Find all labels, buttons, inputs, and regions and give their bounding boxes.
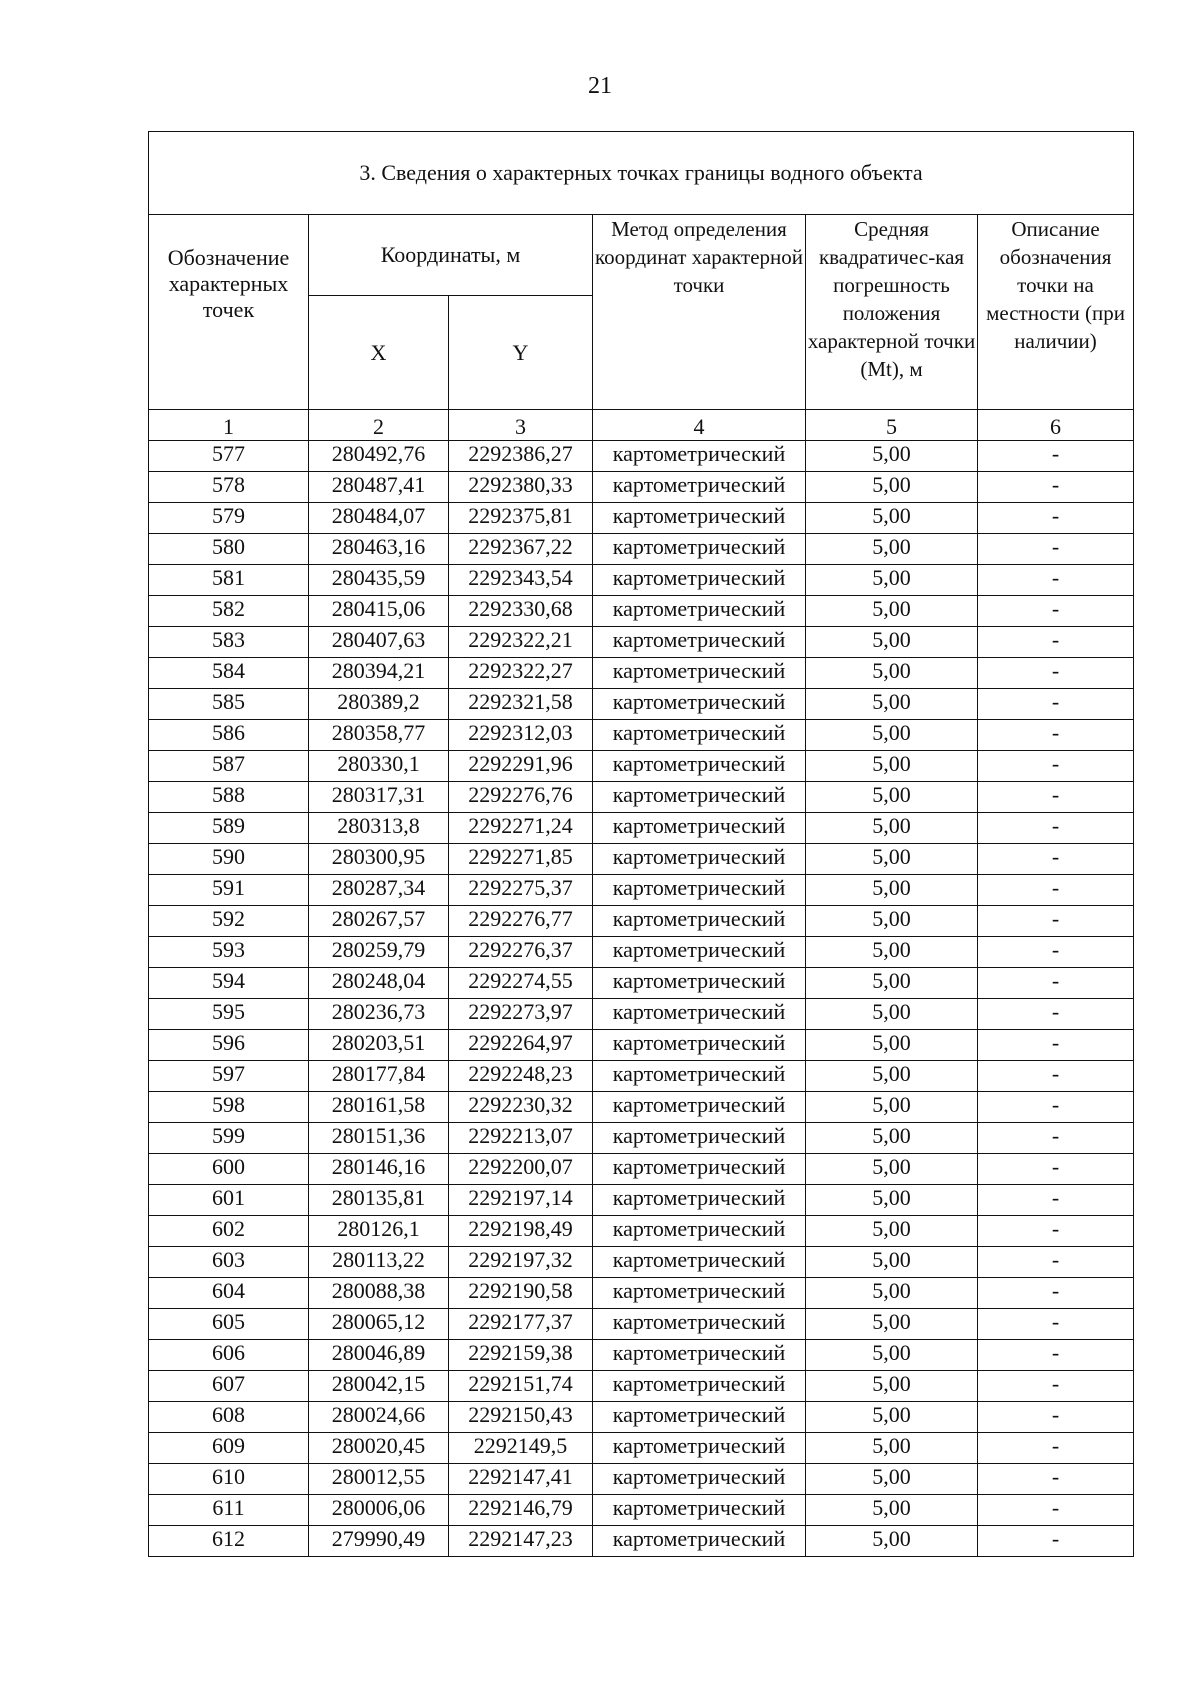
header-y: Y [449,296,593,410]
accuracy-cell: 5,00 [806,999,978,1030]
y-coordinate-cell: 2292150,43 [449,1402,593,1433]
method-cell: картометрический [593,1464,806,1495]
method-cell: картометрический [593,1526,806,1557]
point-number-cell: 601 [149,1185,309,1216]
table-row [149,844,1134,875]
x-coordinate-cell: 280126,1 [309,1216,449,1247]
accuracy-cell: 5,00 [806,1309,978,1340]
x-coordinate-cell: 279990,49 [309,1526,449,1557]
method-cell: картометрический [593,627,806,658]
table-row [149,1030,1134,1061]
table-row [149,1247,1134,1278]
description-cell: - [978,813,1134,844]
y-coordinate-cell: 2292197,32 [449,1247,593,1278]
point-number-cell: 577 [149,441,309,472]
y-coordinate-cell: 2292367,22 [449,534,593,565]
point-number-cell: 589 [149,813,309,844]
y-coordinate-cell: 2292190,58 [449,1278,593,1309]
description-cell: - [978,565,1134,596]
point-number-cell: 599 [149,1123,309,1154]
method-cell: картометрический [593,720,806,751]
header-description: Описание обозначения точки на местности (при наличии) [978,215,1134,410]
y-coordinate-cell: 2292343,54 [449,565,593,596]
accuracy-cell: 5,00 [806,1061,978,1092]
x-coordinate-cell: 280330,1 [309,751,449,782]
x-coordinate-cell: 280267,57 [309,906,449,937]
accuracy-cell: 5,00 [806,906,978,937]
y-coordinate-cell: 2292230,32 [449,1092,593,1123]
accuracy-cell: 5,00 [806,1185,978,1216]
table-row [149,441,1134,472]
table-row [149,1061,1134,1092]
table-row [149,875,1134,906]
description-cell: - [978,1526,1134,1557]
description-cell: - [978,1092,1134,1123]
method-cell: картометрический [593,1309,806,1340]
method-cell: картометрический [593,689,806,720]
description-cell: - [978,968,1134,999]
description-cell: - [978,1278,1134,1309]
table-row [149,1464,1134,1495]
accuracy-cell: 5,00 [806,627,978,658]
accuracy-cell: 5,00 [806,1464,978,1495]
y-coordinate-cell: 2292276,77 [449,906,593,937]
point-number-cell: 610 [149,1464,309,1495]
x-coordinate-cell: 280492,76 [309,441,449,472]
table-row [149,999,1134,1030]
method-cell: картометрический [593,1371,806,1402]
y-coordinate-cell: 2292312,03 [449,720,593,751]
description-cell: - [978,1154,1134,1185]
x-coordinate-cell: 280065,12 [309,1309,449,1340]
y-coordinate-cell: 2292274,55 [449,968,593,999]
header-coordinates: Координаты, м [309,215,593,296]
column-number: 6 [978,410,1134,441]
method-cell: картометрический [593,937,806,968]
x-coordinate-cell: 280024,66 [309,1402,449,1433]
y-coordinate-cell: 2292271,85 [449,844,593,875]
description-cell: - [978,999,1134,1030]
x-coordinate-cell: 280146,16 [309,1154,449,1185]
accuracy-cell: 5,00 [806,689,978,720]
accuracy-cell: 5,00 [806,751,978,782]
method-cell: картометрический [593,999,806,1030]
y-coordinate-cell: 2292276,37 [449,937,593,968]
description-cell: - [978,658,1134,689]
description-cell: - [978,782,1134,813]
accuracy-cell: 5,00 [806,534,978,565]
method-cell: картометрический [593,1030,806,1061]
accuracy-cell: 5,00 [806,1402,978,1433]
accuracy-cell: 5,00 [806,1092,978,1123]
accuracy-cell: 5,00 [806,1526,978,1557]
accuracy-cell: 5,00 [806,720,978,751]
x-coordinate-cell: 280415,06 [309,596,449,627]
table-body [149,441,1134,1557]
accuracy-cell: 5,00 [806,1247,978,1278]
x-coordinate-cell: 280487,41 [309,472,449,503]
description-cell: - [978,1061,1134,1092]
point-number-cell: 588 [149,782,309,813]
y-coordinate-cell: 2292200,07 [449,1154,593,1185]
y-coordinate-cell: 2292147,23 [449,1526,593,1557]
x-coordinate-cell: 280259,79 [309,937,449,968]
table-row [149,1216,1134,1247]
point-number-cell: 586 [149,720,309,751]
column-number: 1 [149,410,309,441]
table-row [149,1402,1134,1433]
x-coordinate-cell: 280358,77 [309,720,449,751]
method-cell: картометрический [593,1154,806,1185]
y-coordinate-cell: 2292147,41 [449,1464,593,1495]
description-cell: - [978,1247,1134,1278]
point-number-cell: 605 [149,1309,309,1340]
accuracy-cell: 5,00 [806,813,978,844]
accuracy-cell: 5,00 [806,1216,978,1247]
column-number: 4 [593,410,806,441]
method-cell: картометрический [593,1185,806,1216]
description-cell: - [978,844,1134,875]
method-cell: картометрический [593,1216,806,1247]
y-coordinate-cell: 2292291,96 [449,751,593,782]
point-number-cell: 597 [149,1061,309,1092]
column-number-row [149,410,1134,441]
point-number-cell: 600 [149,1154,309,1185]
method-cell: картометрический [593,534,806,565]
description-cell: - [978,472,1134,503]
table-row [149,1185,1134,1216]
x-coordinate-cell: 280463,16 [309,534,449,565]
table-row [149,1309,1134,1340]
point-number-cell: 604 [149,1278,309,1309]
method-cell: картометрический [593,472,806,503]
description-cell: - [978,1402,1134,1433]
y-coordinate-cell: 2292151,74 [449,1371,593,1402]
method-cell: картометрический [593,813,806,844]
x-coordinate-cell: 280435,59 [309,565,449,596]
header-x: X [309,296,449,410]
description-cell: - [978,1495,1134,1526]
point-number-cell: 585 [149,689,309,720]
accuracy-cell: 5,00 [806,1278,978,1309]
table-row [149,627,1134,658]
section-title: 3. Сведения о характерных точках границы водного объекта [149,132,1134,215]
point-number-cell: 612 [149,1526,309,1557]
method-cell: картометрический [593,751,806,782]
point-number-cell: 593 [149,937,309,968]
x-coordinate-cell: 280151,36 [309,1123,449,1154]
point-number-cell: 591 [149,875,309,906]
x-coordinate-cell: 280042,15 [309,1371,449,1402]
table-row [149,1433,1134,1464]
point-number-cell: 587 [149,751,309,782]
description-cell: - [978,937,1134,968]
accuracy-cell: 5,00 [806,1123,978,1154]
table-row [149,689,1134,720]
header-method: Метод определения координат характерной точки [593,215,806,410]
y-coordinate-cell: 2292321,58 [449,689,593,720]
column-number: 2 [309,410,449,441]
description-cell: - [978,1340,1134,1371]
table-row [149,1526,1134,1557]
point-number-cell: 603 [149,1247,309,1278]
accuracy-cell: 5,00 [806,968,978,999]
point-number-cell: 580 [149,534,309,565]
y-coordinate-cell: 2292159,38 [449,1340,593,1371]
y-coordinate-cell: 2292275,37 [449,875,593,906]
description-cell: - [978,689,1134,720]
method-cell: картометрический [593,1092,806,1123]
table-row [149,720,1134,751]
method-cell: картометрический [593,875,806,906]
accuracy-cell: 5,00 [806,937,978,968]
point-number-cell: 584 [149,658,309,689]
description-cell: - [978,751,1134,782]
x-coordinate-cell: 280317,31 [309,782,449,813]
accuracy-cell: 5,00 [806,844,978,875]
x-coordinate-cell: 280012,55 [309,1464,449,1495]
accuracy-cell: 5,00 [806,1433,978,1464]
x-coordinate-cell: 280020,45 [309,1433,449,1464]
accuracy-cell: 5,00 [806,1371,978,1402]
point-number-cell: 607 [149,1371,309,1402]
description-cell: - [978,1433,1134,1464]
x-coordinate-cell: 280389,2 [309,689,449,720]
y-coordinate-cell: 2292380,33 [449,472,593,503]
method-cell: картометрический [593,441,806,472]
boundary-points-table [148,131,1134,1557]
method-cell: картометрический [593,565,806,596]
point-number-cell: 594 [149,968,309,999]
point-number-cell: 581 [149,565,309,596]
accuracy-cell: 5,00 [806,782,978,813]
point-number-cell: 611 [149,1495,309,1526]
accuracy-cell: 5,00 [806,503,978,534]
y-coordinate-cell: 2292264,97 [449,1030,593,1061]
accuracy-cell: 5,00 [806,1030,978,1061]
x-coordinate-cell: 280046,89 [309,1340,449,1371]
description-cell: - [978,534,1134,565]
table-row [149,534,1134,565]
point-number-cell: 596 [149,1030,309,1061]
accuracy-cell: 5,00 [806,596,978,627]
description-cell: - [978,1464,1134,1495]
x-coordinate-cell: 280300,95 [309,844,449,875]
description-cell: - [978,441,1134,472]
x-coordinate-cell: 280113,22 [309,1247,449,1278]
description-cell: - [978,1030,1134,1061]
method-cell: картометрический [593,503,806,534]
header-point-designation: Обозначение характерных точек [149,215,309,410]
x-coordinate-cell: 280236,73 [309,999,449,1030]
point-number-cell: 583 [149,627,309,658]
method-cell: картометрический [593,844,806,875]
x-coordinate-cell: 280203,51 [309,1030,449,1061]
x-coordinate-cell: 280484,07 [309,503,449,534]
point-number-cell: 590 [149,844,309,875]
y-coordinate-cell: 2292273,97 [449,999,593,1030]
accuracy-cell: 5,00 [806,658,978,689]
point-number-cell: 602 [149,1216,309,1247]
y-coordinate-cell: 2292330,68 [449,596,593,627]
description-cell: - [978,627,1134,658]
point-number-cell: 595 [149,999,309,1030]
point-number-cell: 578 [149,472,309,503]
y-coordinate-cell: 2292146,79 [449,1495,593,1526]
description-cell: - [978,596,1134,627]
y-coordinate-cell: 2292197,14 [449,1185,593,1216]
table-row [149,596,1134,627]
description-cell: - [978,1216,1134,1247]
accuracy-cell: 5,00 [806,1154,978,1185]
table-row [149,1278,1134,1309]
table-row [149,1154,1134,1185]
accuracy-cell: 5,00 [806,1495,978,1526]
x-coordinate-cell: 280161,58 [309,1092,449,1123]
method-cell: картометрический [593,968,806,999]
x-coordinate-cell: 280248,04 [309,968,449,999]
method-cell: картометрический [593,1278,806,1309]
y-coordinate-cell: 2292386,27 [449,441,593,472]
y-coordinate-cell: 2292198,49 [449,1216,593,1247]
y-coordinate-cell: 2292322,27 [449,658,593,689]
table-row [149,1340,1134,1371]
point-number-cell: 582 [149,596,309,627]
method-cell: картометрический [593,1402,806,1433]
table-row [149,1495,1134,1526]
header-accuracy: Средняя квадратичес-кая погрешность положения характерной точки (Mt), м [806,215,978,410]
method-cell: картометрический [593,1495,806,1526]
description-cell: - [978,875,1134,906]
x-coordinate-cell: 280407,63 [309,627,449,658]
column-number: 3 [449,410,593,441]
table-row [149,751,1134,782]
description-cell: - [978,1309,1134,1340]
method-cell: картометрический [593,1061,806,1092]
accuracy-cell: 5,00 [806,441,978,472]
y-coordinate-cell: 2292248,23 [449,1061,593,1092]
point-number-cell: 592 [149,906,309,937]
table-row [149,906,1134,937]
y-coordinate-cell: 2292322,21 [449,627,593,658]
x-coordinate-cell: 280287,34 [309,875,449,906]
table-row [149,937,1134,968]
description-cell: - [978,906,1134,937]
method-cell: картометрический [593,906,806,937]
y-coordinate-cell: 2292271,24 [449,813,593,844]
point-number-cell: 608 [149,1402,309,1433]
method-cell: картометрический [593,1340,806,1371]
x-coordinate-cell: 280394,21 [309,658,449,689]
method-cell: картометрический [593,1247,806,1278]
y-coordinate-cell: 2292375,81 [449,503,593,534]
accuracy-cell: 5,00 [806,565,978,596]
method-cell: картометрический [593,782,806,813]
method-cell: картометрический [593,1123,806,1154]
description-cell: - [978,1185,1134,1216]
column-number: 5 [806,410,978,441]
accuracy-cell: 5,00 [806,472,978,503]
method-cell: картометрический [593,596,806,627]
point-number-cell: 598 [149,1092,309,1123]
table-row [149,503,1134,534]
accuracy-cell: 5,00 [806,1340,978,1371]
page-number: 21 [588,73,612,99]
x-coordinate-cell: 280177,84 [309,1061,449,1092]
table-row [149,565,1134,596]
point-number-cell: 609 [149,1433,309,1464]
table-row [149,813,1134,844]
description-cell: - [978,720,1134,751]
method-cell: картометрический [593,1433,806,1464]
point-number-cell: 579 [149,503,309,534]
table-row [149,658,1134,689]
table-row [149,968,1134,999]
y-coordinate-cell: 2292149,5 [449,1433,593,1464]
x-coordinate-cell: 280006,06 [309,1495,449,1526]
x-coordinate-cell: 280313,8 [309,813,449,844]
table-row [149,1123,1134,1154]
description-cell: - [978,1371,1134,1402]
point-number-cell: 606 [149,1340,309,1371]
table-row [149,1371,1134,1402]
y-coordinate-cell: 2292177,37 [449,1309,593,1340]
accuracy-cell: 5,00 [806,875,978,906]
description-cell: - [978,1123,1134,1154]
table-row [149,1092,1134,1123]
method-cell: картометрический [593,658,806,689]
y-coordinate-cell: 2292213,07 [449,1123,593,1154]
table-row [149,472,1134,503]
x-coordinate-cell: 280088,38 [309,1278,449,1309]
y-coordinate-cell: 2292276,76 [449,782,593,813]
description-cell: - [978,503,1134,534]
table-row [149,782,1134,813]
x-coordinate-cell: 280135,81 [309,1185,449,1216]
